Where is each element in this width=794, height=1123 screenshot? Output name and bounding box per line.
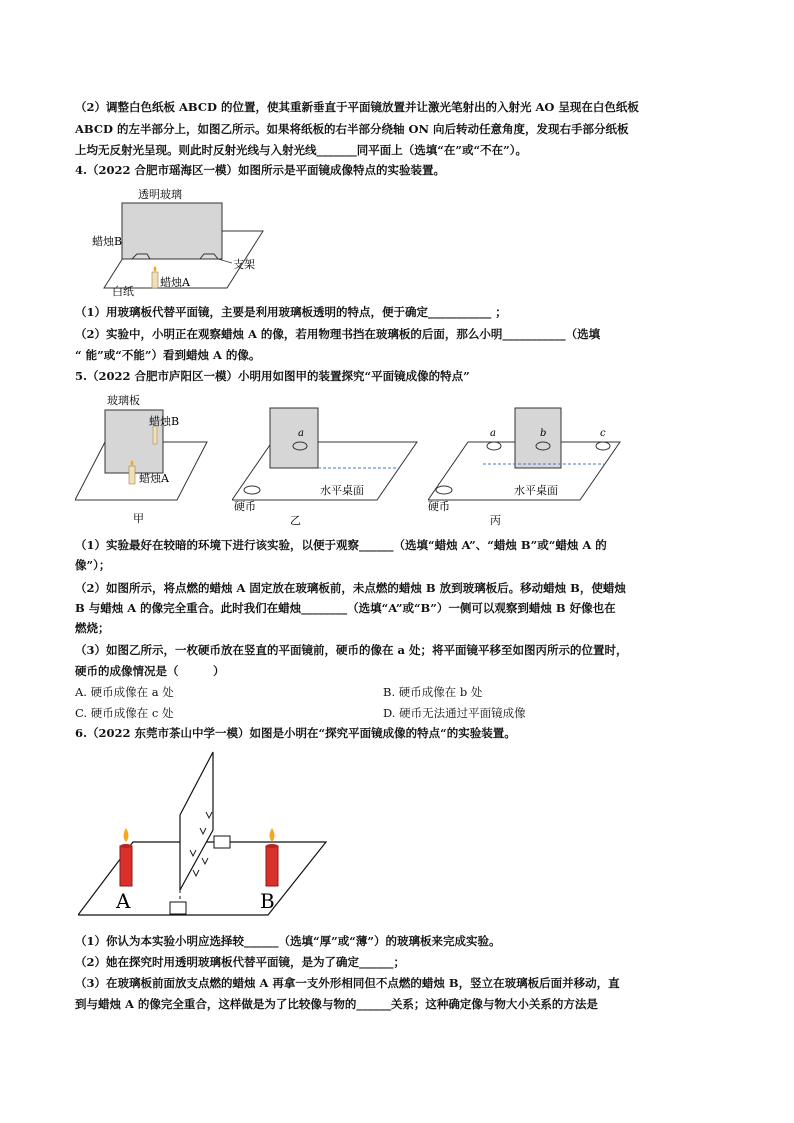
label-coin: 硬币	[428, 500, 450, 513]
label-a: a	[298, 428, 304, 439]
option-a: A. 硬币成像在 a 处	[75, 685, 174, 699]
option-b: B. 硬币成像在 b 处	[383, 685, 483, 699]
caption-bing: 丙	[490, 514, 501, 527]
figure-q6	[78, 750, 338, 920]
text-line: （3）在玻璃板前面放支点燃的蜡烛 A 再拿一支外形相同但不点燃的蜡烛 B，竖立在玻璃板后面并移动，直	[75, 976, 620, 990]
label-candle-b: B	[260, 889, 275, 913]
text-line: （1）你认为本实验小明应选择较______（选填“厚”或“薄”）的玻璃板来完成实验。	[75, 934, 501, 948]
figure-q5-bing	[428, 400, 628, 528]
label-candle-a: 蜡烛A	[139, 472, 169, 485]
text-line: （2）实验中，小明正在观察蜡烛 A 的像，若用物理书挡在玻璃板的后面，那么小明___________（选填	[75, 327, 601, 341]
question-6-title: 6.（2022 东莞市茶山中学一模）如图是小明在“探究平面镜成像的特点“的实验装置。	[75, 726, 516, 740]
label-coin: 硬币	[234, 500, 256, 513]
option-d: D. 硬币无法通过平面镜成像	[383, 706, 526, 720]
text-line: B 与蜡烛 A 的像完全重合。此时我们在蜡烛________（选填“A”或“B”）一侧可以观察到蜡烛 B 好像也在	[75, 601, 616, 615]
label-candle-a: 蜡烛A	[160, 276, 190, 289]
figure-q5-jia	[75, 390, 215, 525]
label-c: c	[600, 428, 606, 439]
text-line: 上均无反射光呈现。则此时反射光线与入射光线_______同平面上（选填“在”或“不在”）。	[75, 143, 527, 157]
text-line: “ 能”或“不能”）看到蜡烛 A 的像。	[75, 348, 261, 362]
text-line: 像”）；	[75, 558, 111, 572]
label-table: 水平桌面	[514, 484, 558, 497]
figure-q4	[92, 183, 282, 298]
text-line: 燃烧；	[75, 621, 110, 635]
label-glass: 透明玻璃	[138, 188, 182, 201]
label-glass: 玻璃板	[107, 394, 140, 407]
text-line: （2）她在探究时用透明玻璃板代替平面镜，是为了确定______；	[75, 955, 405, 969]
text-line: （2）调整白色纸板 ABCD 的位置，使其重新垂直于平面镜放置并让激光笔射出的入射光 AO 呈现在白色纸板	[75, 100, 639, 114]
text-line: （1）用玻璃板代替平面镜，主要是利用玻璃板透明的特点，便于确定___________ ；	[75, 305, 507, 319]
option-c: C. 硬币成像在 c 处	[75, 706, 174, 720]
label-candle-a: A	[116, 889, 131, 913]
caption-yi: 乙	[290, 514, 301, 527]
text-line: ABCD 的左半部分上，如图乙所示。如果将纸板的右半部分绕轴 ON 向后转动任意角度，发现右手部分纸板	[75, 122, 629, 136]
text-line: （1）实验最好在较暗的环境下进行该实验，以便于观察______（选填“蜡烛 A”、“蜡烛 B”或“蜡烛 A 的	[75, 538, 607, 552]
figure-q5-yi	[232, 400, 422, 528]
label-stand: 支架	[233, 258, 255, 271]
text-line: （3）如图乙所示，一枚硬币放在竖直的平面镜前，硬币的像在 a 处；将平面镜平移至如图丙所示的位置时，	[75, 643, 628, 657]
label-a: a	[490, 428, 496, 439]
text-line: 到与蜡烛 A 的像完全重合，这样做是为了比较像与物的______关系；这种确定像与物大小关系的方法是	[75, 997, 598, 1011]
text-line: 硬币的成像情况是（ ）	[75, 664, 225, 678]
question-5-title: 5.（2022 合肥市庐阳区一模）小明用如图甲的装置探究“平面镜成像的特点”	[75, 369, 470, 383]
label-paper: 白纸	[112, 285, 134, 298]
text-line: （2）如图所示，将点燃的蜡烛 A 固定放在玻璃板前，未点燃的蜡烛 B 放到玻璃板后。移动蜡烛 B，使蜡烛	[75, 581, 626, 595]
label-candle-b: 蜡烛B	[149, 415, 180, 428]
caption-jia: 甲	[133, 512, 144, 525]
label-table: 水平桌面	[320, 484, 364, 497]
question-4-title: 4.（2022 合肥市瑶海区一模）如图所示是平面镜成像特点的实验装置。	[75, 163, 446, 177]
label-candle-b: 蜡烛B	[92, 235, 123, 248]
label-b: b	[540, 428, 547, 439]
